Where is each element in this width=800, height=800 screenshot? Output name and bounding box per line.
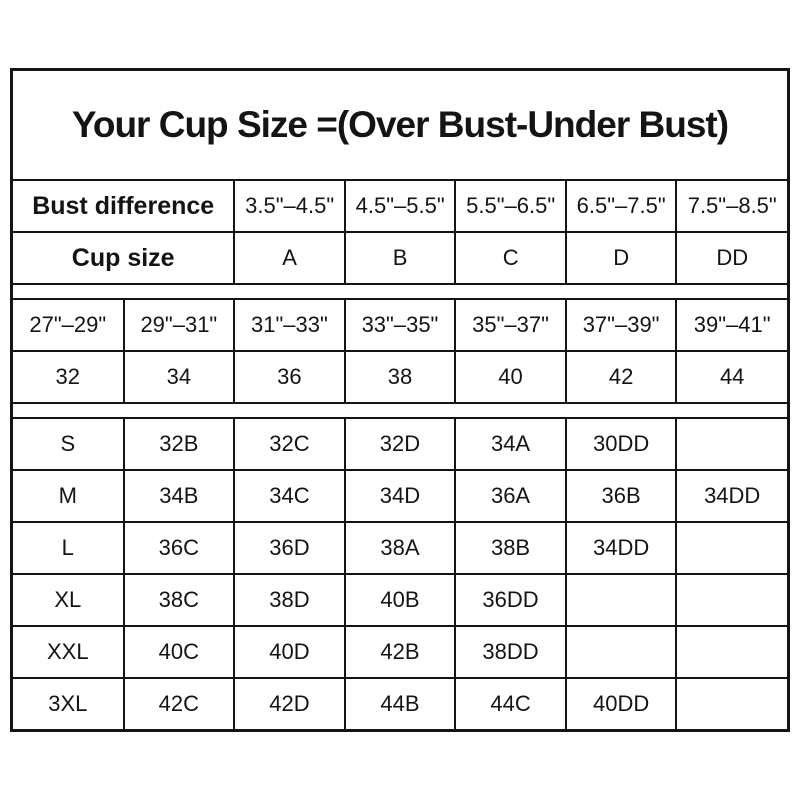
table-cell: 32B <box>124 419 235 470</box>
table-cell: 40DD <box>566 678 677 729</box>
spacer-row <box>13 283 787 300</box>
table-cell: 38C <box>124 574 235 626</box>
table-row-xxl <box>13 626 787 678</box>
table-row-l <box>13 522 787 574</box>
table-cell: 3.5"–4.5" <box>234 181 345 232</box>
table-cell: 7.5"–8.5" <box>676 181 787 232</box>
table-cell: 42D <box>234 678 345 729</box>
bust-difference-row <box>13 181 787 232</box>
table-cell: 40 <box>455 351 566 402</box>
table-cell: 32D <box>345 419 456 470</box>
size-label-cell: 3XL <box>13 678 124 729</box>
table-cell: 40C <box>124 626 235 678</box>
table-cell: 42C <box>124 678 235 729</box>
table-cell: DD <box>676 232 787 283</box>
table-cell: 38 <box>345 351 456 402</box>
table-cell <box>676 626 787 678</box>
size-label-cell: L <box>13 522 124 574</box>
bust-difference-header: Bust difference <box>13 181 234 232</box>
table-cell: 37"–39" <box>566 300 677 351</box>
band-size-row <box>13 351 787 402</box>
table-cell <box>676 522 787 574</box>
table-cell: 36D <box>234 522 345 574</box>
table-cell <box>566 574 677 626</box>
underbust-range-row <box>13 300 787 351</box>
table-cell: 6.5"–7.5" <box>566 181 677 232</box>
table-cell: 36C <box>124 522 235 574</box>
table-cell: 34A <box>455 419 566 470</box>
size-label-cell: XL <box>13 574 124 626</box>
table-cell: D <box>566 232 677 283</box>
table-cell: 30DD <box>566 419 677 470</box>
table-cell: 39"–41" <box>676 300 787 351</box>
bra-size-table <box>13 419 787 729</box>
size-label-cell: M <box>13 470 124 522</box>
band-size-table <box>13 300 787 402</box>
table-cell: 36 <box>234 351 345 402</box>
cup-size-row <box>13 232 787 283</box>
table-cell: 44 <box>676 351 787 402</box>
table-cell: 42 <box>566 351 677 402</box>
table-cell: A <box>234 232 345 283</box>
table-cell: 36B <box>566 470 677 522</box>
table-cell: 38B <box>455 522 566 574</box>
size-label-cell: S <box>13 419 124 470</box>
table-cell: 27"–29" <box>13 300 124 351</box>
table-cell: 29"–31" <box>124 300 235 351</box>
table-cell: B <box>345 232 456 283</box>
table-cell <box>676 678 787 729</box>
table-cell: 38DD <box>455 626 566 678</box>
table-cell: C <box>455 232 566 283</box>
table-row-s <box>13 419 787 470</box>
table-cell: 5.5"–6.5" <box>455 181 566 232</box>
table-cell: 36DD <box>455 574 566 626</box>
spacer-row <box>13 402 787 419</box>
table-cell: 4.5"–5.5" <box>345 181 456 232</box>
table-cell: 33"–35" <box>345 300 456 351</box>
table-cell: 34 <box>124 351 235 402</box>
chart-title: Your Cup Size =(Over Bust-Under Bust) <box>13 71 787 181</box>
size-chart <box>10 68 790 732</box>
table-cell <box>676 419 787 470</box>
table-row-xl <box>13 574 787 626</box>
table-cell: 34C <box>234 470 345 522</box>
table-row-m <box>13 470 787 522</box>
table-cell: 32 <box>13 351 124 402</box>
table-cell: 32C <box>234 419 345 470</box>
table-cell: 36A <box>455 470 566 522</box>
table-cell: 40B <box>345 574 456 626</box>
cup-size-header: Cup size <box>13 232 234 283</box>
table-cell: 34D <box>345 470 456 522</box>
cup-size-table <box>13 181 787 283</box>
table-cell: 42B <box>345 626 456 678</box>
size-label-cell: XXL <box>13 626 124 678</box>
table-cell: 31"–33" <box>234 300 345 351</box>
table-cell: 35"–37" <box>455 300 566 351</box>
table-cell: 38D <box>234 574 345 626</box>
table-cell: 44B <box>345 678 456 729</box>
table-cell <box>566 626 677 678</box>
table-cell: 34B <box>124 470 235 522</box>
table-cell: 38A <box>345 522 456 574</box>
table-cell: 34DD <box>566 522 677 574</box>
table-cell: 34DD <box>676 470 787 522</box>
table-cell: 44C <box>455 678 566 729</box>
table-cell: 40D <box>234 626 345 678</box>
table-cell <box>676 574 787 626</box>
table-row-3xl <box>13 678 787 729</box>
